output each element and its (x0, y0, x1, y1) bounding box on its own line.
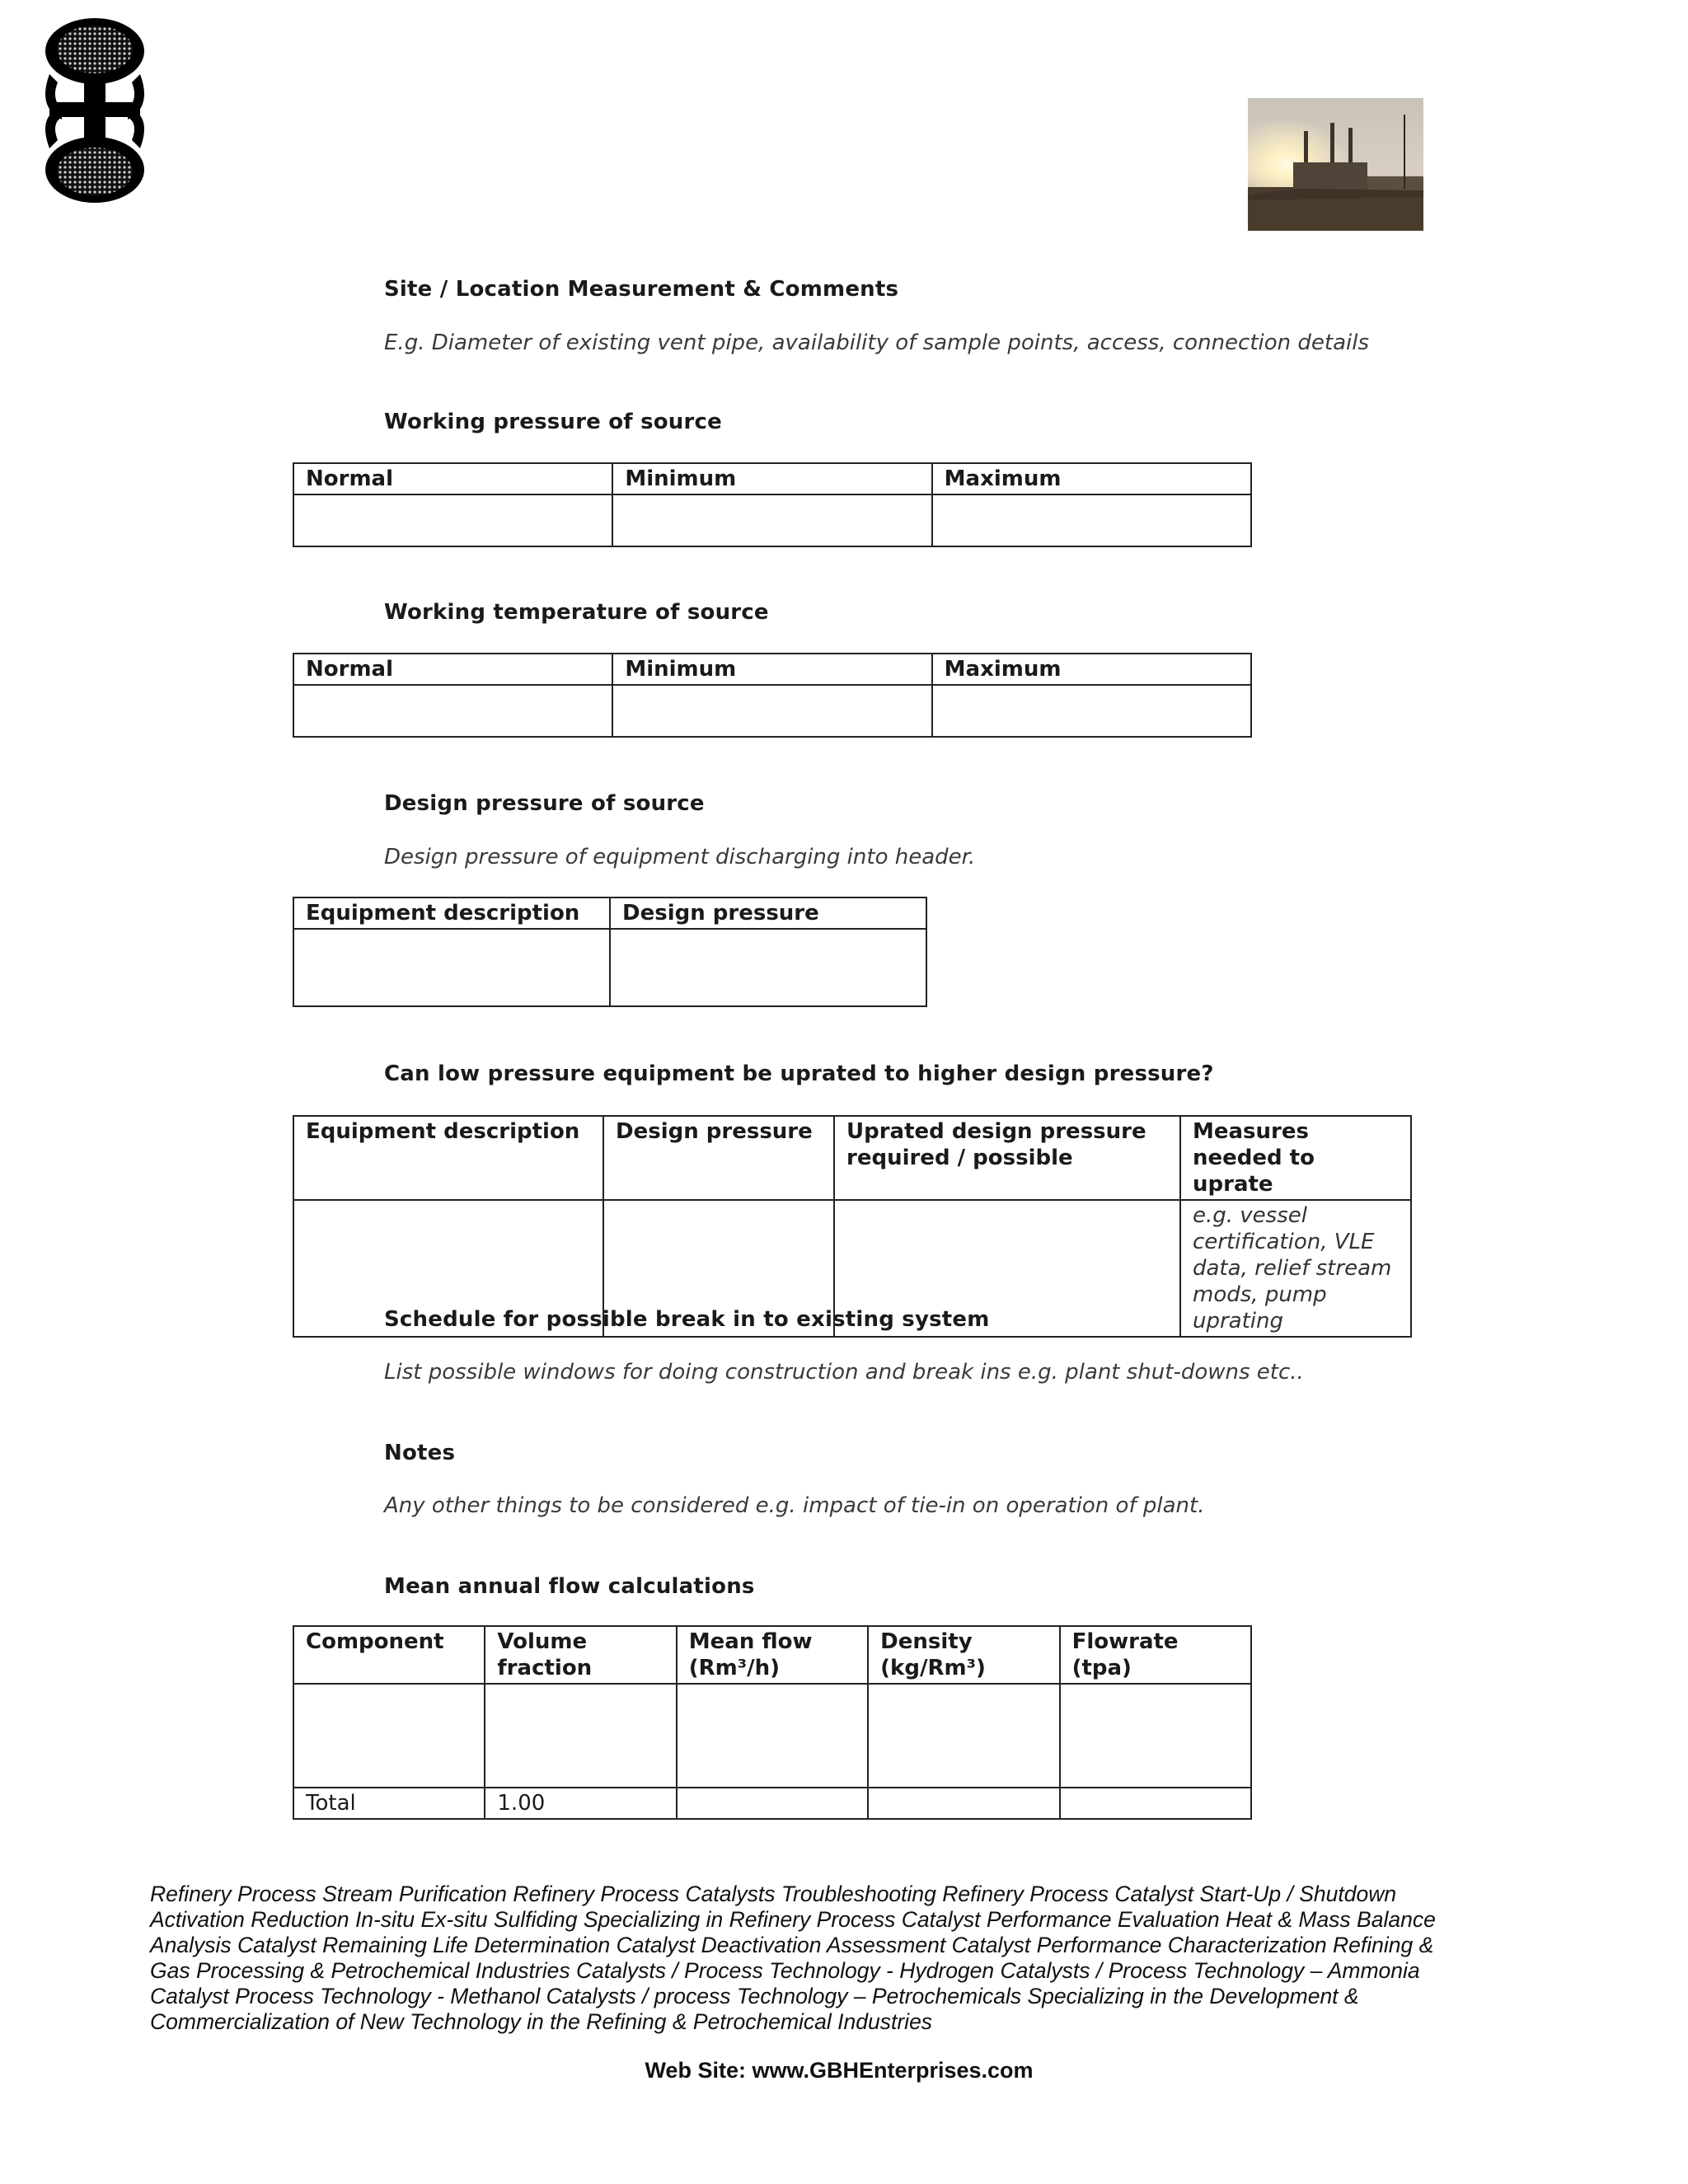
normal-pressure-cell[interactable] (293, 494, 612, 546)
col-header: Design pressure (610, 898, 926, 929)
normal-temperature-cell[interactable] (293, 685, 612, 737)
maximum-pressure-cell[interactable] (932, 494, 1251, 546)
col-header: Mean flow (Rm³/h) (677, 1626, 868, 1684)
component-cell[interactable] (293, 1684, 485, 1788)
volume-fraction-cell[interactable] (485, 1684, 676, 1788)
total-density-cell[interactable] (868, 1788, 1059, 1819)
design-pressure-hint: Design pressure of equipment discharging into header. (384, 845, 976, 869)
col-header: Design pressure (603, 1116, 834, 1200)
col-header: Flowrate (tpa) (1060, 1626, 1251, 1684)
refinery-plant-photo (1248, 98, 1423, 231)
design-pressure-table (293, 897, 927, 1007)
notes-heading: Notes (384, 1441, 456, 1465)
minimum-pressure-cell[interactable] (612, 494, 931, 546)
minimum-temperature-cell[interactable] (612, 685, 931, 737)
equipment-description-cell[interactable] (293, 929, 610, 1006)
col-header: Volume fraction (485, 1626, 676, 1684)
company-logo (33, 16, 157, 203)
footer-services-text: Refinery Process Stream Purification Refinery Process Catalysts Troubleshooting Refinery Process Catalyst Start-Up / Shutdown Activation Reduction In-situ Ex-situ Sulfiding Specializing in Refinery Process Catalyst Performance Evaluation Heat & Mass Balance Analysis Catalyst Remaining Life Determination Catalyst Deactivation Assessment Catalyst Performance Characterization Refining & Gas Processing & Petrochemical Industries Catalysts / Process Technology - Hydrogen Catalysts / Process Technology – Ammonia Catalyst Process Technology - Methanol Catalysts / process Technology – Petrochemicals Specializing in the Development & Commercialization of New Technology in the Refining & Petrochemical Industries (150, 1882, 1436, 2034)
col-header: Component (293, 1626, 485, 1684)
schedule-hint: List possible windows for doing construction and break ins e.g. plant shut-downs etc.. (384, 1360, 1304, 1385)
working-temperature-heading: Working temperature of source (384, 600, 769, 625)
total-fraction: 1.00 (485, 1788, 676, 1819)
uprate-heading: Can low pressure equipment be uprated to higher design pressure? (384, 1062, 1214, 1086)
total-label: Total (293, 1788, 485, 1819)
design-pressure-cell[interactable] (610, 929, 926, 1006)
col-header: Equipment description (293, 898, 610, 929)
col-header: Maximum (932, 463, 1251, 494)
measures-hint-cell[interactable]: e.g. vessel certification, VLE data, relief stream mods, pump uprating (1180, 1200, 1411, 1337)
col-header: Normal (293, 654, 612, 685)
col-header: Measures needed to uprate (1180, 1116, 1411, 1200)
total-mean-flow-cell[interactable] (677, 1788, 868, 1819)
col-header: Minimum (612, 463, 931, 494)
col-header: Normal (293, 463, 612, 494)
working-pressure-heading: Working pressure of source (384, 410, 722, 434)
mean-flow-cell[interactable] (677, 1684, 868, 1788)
site-hint: E.g. Diameter of existing vent pipe, availability of sample points, access, connection details (384, 330, 1370, 355)
uprate-table (293, 1115, 1412, 1338)
footer-website[interactable]: Web Site: www.GBHEnterprises.com (645, 2058, 1034, 2083)
flowrate-cell[interactable] (1060, 1684, 1251, 1788)
col-header: Uprated design pressure required / possible (834, 1116, 1180, 1200)
total-flowrate-cell[interactable] (1060, 1788, 1251, 1819)
col-header: Density (kg/Rm³) (868, 1626, 1059, 1684)
flow-heading: Mean annual flow calculations (384, 1574, 755, 1599)
working-pressure-table (293, 462, 1252, 547)
notes-hint: Any other things to be considered e.g. impact of tie-in on operation of plant. (384, 1493, 1205, 1518)
working-temperature-table (293, 653, 1252, 738)
design-pressure-heading: Design pressure of source (384, 791, 705, 816)
schedule-heading: Schedule for possible break in to existing system (384, 1307, 990, 1332)
col-header: Equipment description (293, 1116, 603, 1200)
col-header: Maximum (932, 654, 1251, 685)
density-cell[interactable] (868, 1684, 1059, 1788)
maximum-temperature-cell[interactable] (932, 685, 1251, 737)
col-header: Minimum (612, 654, 931, 685)
site-heading: Site / Location Measurement & Comments (384, 277, 899, 302)
flow-table (293, 1625, 1252, 1820)
